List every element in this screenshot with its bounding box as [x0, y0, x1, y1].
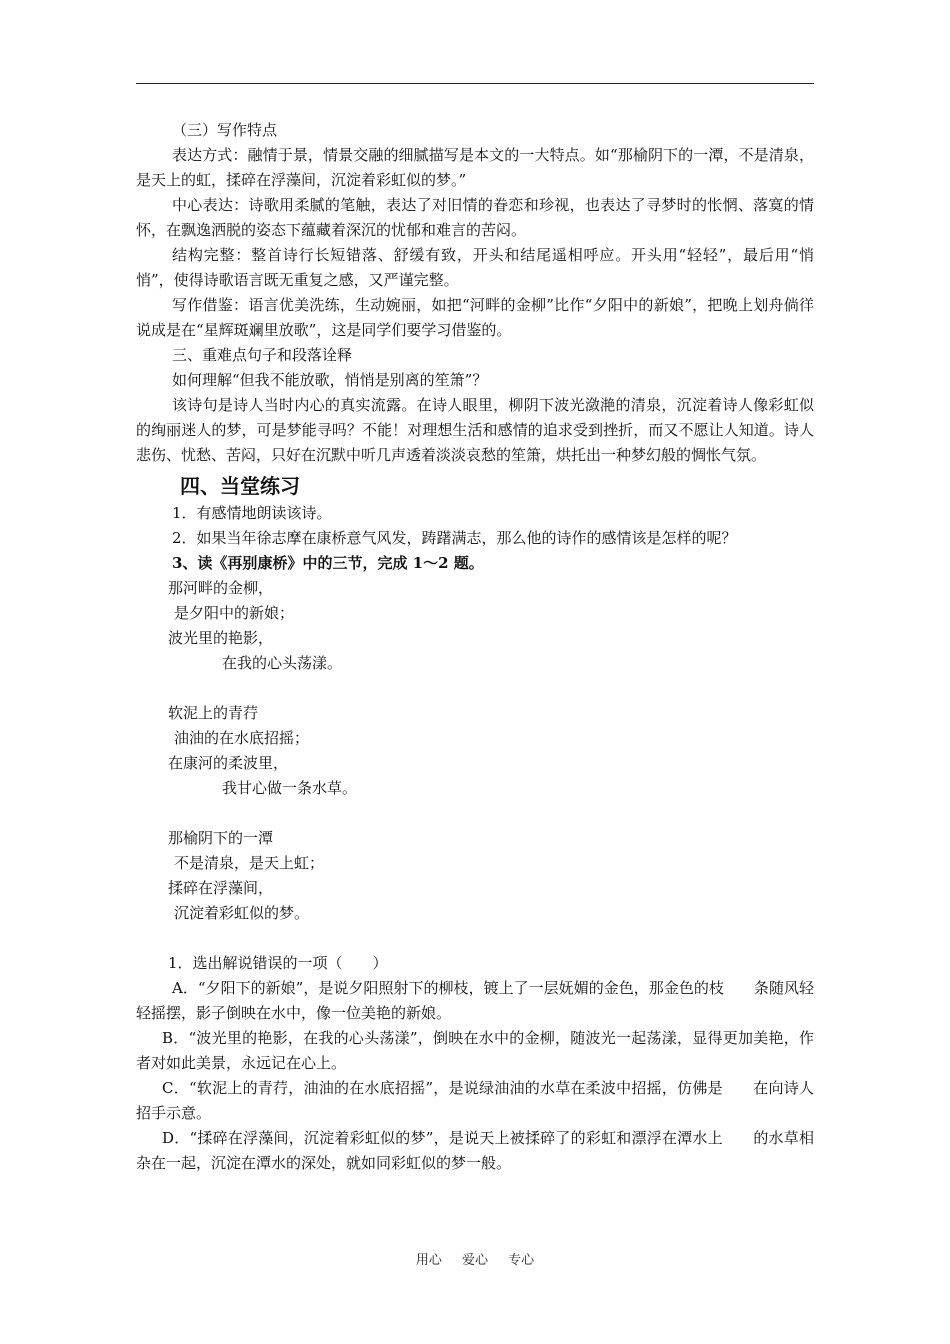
poem-line: 不是清泉，是天上虹； [174, 854, 325, 872]
poem-line: 油油的在水底招摇； [174, 729, 310, 747]
paragraph-reference: 写作借鉴：语言优美洗练，生动婉丽，如把“河畔的金柳”比作“夕阳中的新娘”，把晚上划舟倘徉说成是在“星辉斑斓里放歌”，这是同学们要学习借鉴的。 [136, 296, 814, 339]
paragraph-structure: 结构完整：整首诗行长短错落、舒缓有致，开头和结尾遥相呼应。开头用“轻轻”，最后用“悄悄”，使得诗歌语言既无重复之感，又严谨完整。 [136, 246, 814, 289]
poem-line: 揉碎在浮藻间， [168, 879, 274, 897]
header-rule [136, 83, 814, 84]
option-d: D．“揉碎在浮藻间，沉淀着彩虹似的梦”，是说天上被揉碎了的彩虹和漂浮在潭水上 的水草相杂在一起，沉淀在潭水的深处，就如同彩虹似的梦一般。 [136, 1129, 814, 1172]
footer-word: 专心 [508, 1253, 535, 1268]
option-b: B．“波光里的艳影，在我的心头荡漾”，倒映在水中的金柳，随波光一起荡漾，显得更加美艳，作者对如此美景，永远记在心上。 [136, 1029, 814, 1072]
question-how: 如何理解“但我不能放歌，悄悄是别离的笙箫”？ [172, 371, 488, 389]
section-title-writing-features: （三）写作特点 [172, 121, 278, 139]
poem-stanza-2 [136, 701, 814, 801]
footer-word: 爱心 [461, 1253, 488, 1268]
option-a: A．“夕阳下的新娘”，是说夕阳照射下的柳枝，镀上了一层妩媚的金色，那金色的枝 条随风轻轻摇摆，影子倒映在水中，像一位美艳的新娘。 [136, 979, 814, 1022]
exercise-1: 1．有感情地朗读该诗。 [172, 504, 332, 522]
paragraph-center: 中心表达：诗歌用柔腻的笔触，表达了对旧情的眷恋和珍视，也表达了寻梦时的怅惘、落寞的情怀，在飘逸洒脱的姿态下蕴藏着深沉的忧郁和难言的苦闷。 [136, 196, 814, 239]
section-title-three: 三、重难点句子和段落诠释 [172, 346, 353, 364]
poem-line: 在康河的柔波里， [168, 754, 289, 772]
exercise-2: 2．如果当年徐志摩在康桥意气风发，踌躇满志，那么他的诗作的感情该是怎样的呢？ [172, 529, 737, 547]
footer-word: 用心 [415, 1253, 442, 1268]
exercise-3: 3、读《再别康桥》中的三节，完成 1～2 题。 [172, 554, 484, 572]
paragraph-answer: 该诗句是诗人当时内心的真实流露。在诗人眼里，柳阴下波光潋滟的清泉，沉淀着诗人像彩虹似的绚丽迷人的梦，可是梦能寻吗？不能！对理想生活和感情的追求受到挫折，而又不愿让人知道。诗人悲伤、忧愁、苦闷，只好在沉默中听几声透着淡淡哀愁的笙箫，烘托出一种梦幻般的惆怅气氛。 [136, 396, 814, 464]
poem-stanza-1 [136, 576, 814, 676]
question-1: 1．选出解说错误的一项（ ） [168, 954, 388, 972]
poem-line: 在我的心头荡漾。 [222, 654, 343, 672]
option-c: C．“软泥上的青荇，油油的在水底招摇”，是说绿油油的水草在柔波中招摇，仿佛是 在向诗人招手示意。 [136, 1079, 814, 1122]
document-body [136, 118, 814, 1176]
poem-line: 是夕阳中的新娘； [174, 604, 295, 622]
poem-line: 那河畔的金柳， [168, 579, 274, 597]
page-footer [0, 1249, 950, 1268]
paragraph-expression: 表达方式：融情于景，情景交融的细腻描写是本文的一大特点。如“那榆阴下的一潭，不是清泉，是天上的虹，揉碎在浮藻间，沉淀着彩虹似的梦。” [136, 146, 814, 189]
poem-line: 我甘心做一条水草。 [222, 779, 358, 797]
poem-stanza-3 [136, 826, 814, 926]
poem-line: 沉淀着彩虹似的梦。 [174, 904, 310, 922]
poem-line: 波光里的艳影， [168, 629, 274, 647]
section-title-four: 四、当堂练习 [180, 474, 300, 498]
poem-line: 软泥上的青荇 [168, 704, 259, 722]
poem-line: 那榆阴下的一潭 [168, 829, 274, 847]
